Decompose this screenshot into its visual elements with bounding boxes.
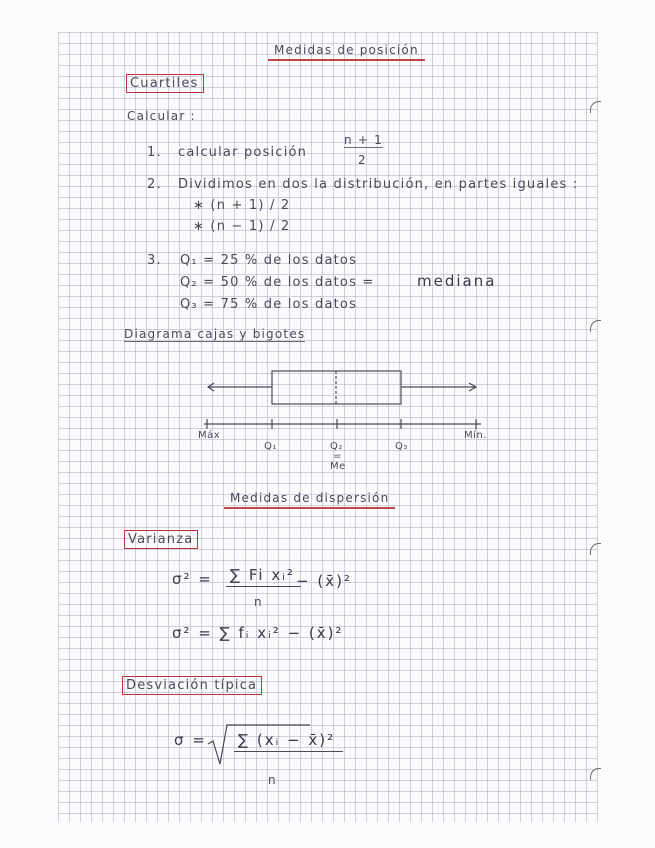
label-max: Máx	[198, 430, 221, 441]
label-equals: =	[333, 451, 342, 462]
step-3-label: 3.	[147, 253, 162, 268]
label-q2: Q₂	[330, 441, 343, 452]
label-me: Me	[330, 461, 346, 472]
dispersion-title: Medidas de dispersión	[224, 492, 395, 509]
step-2-item-a: ∗ (n + 1) / 2	[193, 198, 291, 213]
q2-mediana: mediana	[417, 272, 497, 290]
desviacion-formula-numerator: ∑ (xᵢ − x̄)²	[234, 733, 343, 752]
step-2-item-b: ∗ (n − 1) / 2	[193, 219, 291, 234]
q2-definition: Q₂ = 50 % de los datos =	[180, 275, 375, 290]
varianza-formula-2: σ² = ∑ fᵢ xᵢ² − (x̄)²	[172, 624, 344, 642]
boxplot-heading: Diagrama cajas y bigotes	[124, 327, 306, 341]
varianza-heading: Varianza	[124, 530, 198, 549]
calcular-label: Calcular :	[127, 109, 196, 123]
varianza-formula-1-denominator: n	[254, 595, 263, 609]
varianza-formula-1-lhs: σ² =	[172, 570, 213, 588]
step-1-text: calcular posición	[178, 145, 308, 160]
cuartiles-heading: Cuartiles	[126, 74, 204, 93]
q3-definition: Q₃ = 75 % de los datos	[180, 297, 358, 312]
label-min: Mín.	[464, 430, 487, 441]
varianza-formula-1-rhs: − (x̄)²	[296, 572, 352, 590]
step-2-label: 2.	[147, 177, 162, 192]
step-1-fraction-denominator: 2	[358, 153, 367, 167]
label-q1: Q₁	[264, 441, 277, 452]
desviacion-formula-lhs: σ =	[174, 731, 207, 749]
q1-definition: Q₁ = 25 % de los datos	[180, 253, 358, 268]
step-1-fraction-numerator: n + 1	[344, 133, 383, 147]
varianza-formula-1-numerator: ∑ Fi xᵢ²	[226, 568, 301, 587]
label-q3: Q₃	[395, 441, 408, 452]
step-1-label: 1.	[147, 145, 162, 160]
desviacion-formula-denominator: n	[268, 773, 277, 787]
page-title: Medidas de posición	[268, 44, 425, 61]
desviacion-heading: Desviación típica	[122, 676, 262, 695]
step-2-text: Dividimos en dos la distribución, en partes iguales :	[178, 177, 579, 192]
